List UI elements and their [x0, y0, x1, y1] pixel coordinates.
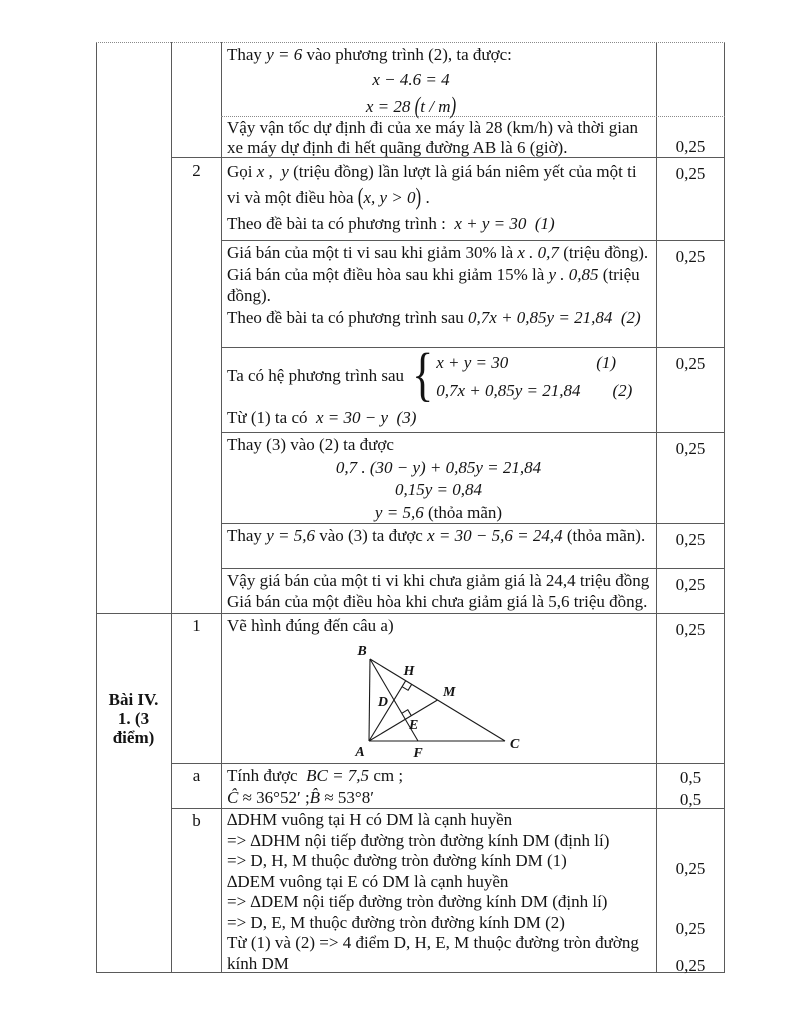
- text-line: ∆DEM vuông tại E có DM là cạnh huyền: [227, 871, 509, 891]
- text-line: Từ (1) ta có x = 30 − y (3): [227, 408, 417, 427]
- score-value: 0,25: [675, 247, 706, 266]
- cell-r8-content: [221, 568, 656, 613]
- score-value: 0,25: [675, 956, 706, 975]
- cell-r1-content: [221, 42, 656, 120]
- cell-r3-content: [221, 157, 656, 240]
- score-value: 0,25: [675, 620, 706, 639]
- section-title-line: Bài IV.: [108, 689, 159, 709]
- text-line: Thay y = 5,6 vào (3) ta được x = 30 − 5,6 = 24,4 (thỏa mãn).: [227, 526, 646, 545]
- grading-table: [96, 42, 725, 973]
- score-value: 0,25: [675, 354, 706, 373]
- score-value: 0,5: [679, 768, 702, 787]
- equation-line: 0,7x + 0,85y = 21,84 (2): [436, 381, 633, 400]
- text-line: Ta có hệ phương trình sau: [227, 365, 405, 385]
- text-line: ∆DHM vuông tại H có DM là cạnh huyền: [227, 810, 513, 829]
- equation-line: x − 4.6 = 4: [372, 70, 450, 89]
- row-number-b: b: [192, 811, 201, 830]
- text-line: Vậy vận tốc dự định đi của xe máy là 28 (km/h) và thời gian xe máy dự định đi hết quãng đường AB là 6 (giờ).: [227, 118, 638, 157]
- point-label-D: D: [377, 695, 388, 710]
- row-number-a: a: [192, 766, 201, 785]
- cell-r7-content: [221, 523, 656, 568]
- text-line: Gọi x , y (triệu đồng) lần lượt là giá bán niêm yết của một ti vi và một điều hòa (x, y > 0) .: [227, 159, 650, 211]
- point-label-H: H: [403, 664, 415, 679]
- row-number-1: 1: [192, 616, 201, 635]
- text-line: Giá bán của một ti vi sau khi giảm 30% là x . 0,7 (triệu đồng).: [227, 243, 649, 262]
- score-value: 0,25: [675, 859, 706, 878]
- triangle-figure: [335, 640, 535, 762]
- cell-r5-content: [221, 341, 656, 432]
- score-value: 0,25: [675, 164, 706, 183]
- section-title: [96, 613, 171, 973]
- text-line: => D, H, M thuộc đường tròn đường kính DM (1): [227, 851, 567, 870]
- cell-r6-content: [221, 432, 656, 523]
- score-value: 0,25: [675, 919, 706, 938]
- text-line: Ĉ ≈ 36°52′ ;B̂ ≈ 53°8′: [227, 788, 374, 807]
- point-label-F: F: [413, 746, 423, 761]
- text-line: => ∆DHM nội tiếp đường tròn đường kính DM (định lí): [227, 830, 610, 850]
- equation-line: 0,7 . (30 − y) + 0,85y = 21,84: [335, 457, 542, 477]
- text-line: Tính được BC = 7,5 cm ;: [227, 766, 404, 785]
- text-line: Giá bán của một điều hòa sau khi giảm 15% là y . 0,85 (triệu đồng).: [227, 264, 640, 305]
- section-title-line: 1. (3: [117, 708, 150, 728]
- point-label-C: C: [510, 737, 520, 752]
- cell-r2-content: [221, 116, 656, 157]
- equation-line: y = 5,6 (thỏa mãn): [374, 502, 503, 522]
- text-line: => D, E, M thuộc đường tròn đường kính DM (2): [227, 912, 565, 932]
- right-paren: ): [415, 182, 422, 211]
- text-line: Theo đề bài ta có phương trình sau 0,7x + 0,85y = 21,84 (2): [227, 307, 641, 327]
- text-line: Giá bán của một điều hòa khi chưa giảm giá là 5,6 triệu đồng.: [227, 592, 648, 611]
- equation-line: 0,15y = 0,84: [394, 480, 483, 499]
- text-line: Vậy giá bán của một ti vi khi chưa giảm giá là 24,4 triệu đồng: [227, 571, 650, 590]
- score-value: 0,5: [679, 790, 702, 809]
- text-line: => ∆DEM nội tiếp đường tròn đường kính DM (định lí): [227, 892, 608, 911]
- equation-line: x = 28 (t / m): [227, 94, 650, 119]
- score-value: 0,25: [675, 575, 706, 594]
- text-line: Thay y = 6 vào phương trình (2), ta được:: [227, 45, 512, 64]
- score-value: 0,25: [675, 439, 706, 458]
- cell-r10-content: [221, 763, 656, 808]
- score-value: 0,25: [675, 137, 706, 156]
- text-line: Thay (3) vào (2) ta được: [227, 435, 394, 454]
- cell-r4-content: [221, 240, 656, 347]
- cell-r11-content: [221, 808, 656, 972]
- point-label-E: E: [409, 718, 419, 733]
- text-line: Vẽ hình đúng đến câu a): [227, 616, 394, 635]
- point-label-A: A: [355, 745, 365, 760]
- score-value: 0,25: [675, 530, 706, 549]
- right-paren: ): [450, 91, 457, 120]
- left-paren: (: [414, 91, 421, 120]
- equation-line: x + y = 30 (1): [436, 353, 617, 372]
- row-number-2: 2: [192, 161, 201, 180]
- cell-r9-content: [221, 613, 656, 763]
- text-line: Theo đề bài ta có phương trình : x + y = 30 (1): [227, 214, 555, 233]
- point-label-M: M: [443, 685, 456, 700]
- point-label-B: B: [357, 644, 367, 659]
- equation-system: [227, 341, 650, 408]
- section-title-line: điểm): [112, 727, 155, 747]
- system-brace: {: [412, 341, 434, 408]
- text-line: Từ (1) và (2) => 4 điểm D, H, E, M thuộc đường tròn đường kính DM: [227, 933, 639, 973]
- table-border: [724, 42, 725, 973]
- table-border: [171, 42, 172, 973]
- left-paren: (: [357, 182, 364, 211]
